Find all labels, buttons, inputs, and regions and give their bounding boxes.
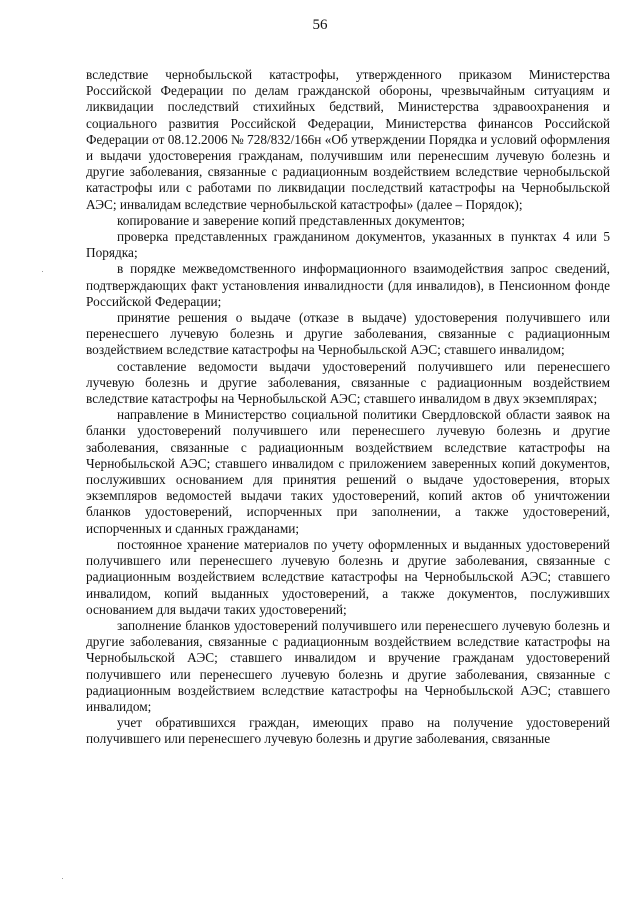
paragraph-continuation: вследствие чернобыльской катастрофы, утвержденного приказом Министерства Российской Федерации по делам гражданской обороны, чрезвычайным ситуациям и ликвидации последствий стихийных бедствий, Министерства здравоохранения и социального развития Российской Федерации, Министерства финансов Российской Федерации от 08.12.2006 № 728/832/166н «Об утверждении Порядка и условий оформления и выдачи удостоверения гражданам, получившим или перенесшим лучевую болезнь и другие заболевания, связанные с радиационным воздействием вследствие чернобыльской катастрофы или с работами по ликвидации последствий катастрофы на Чернобыльской АЭС; инвалидам вследствие чернобыльской катастрофы» (далее – Порядок); <box>86 67 610 212</box>
page-number: 56 <box>312 17 328 33</box>
paragraph-filling-forms: заполнение бланков удостоверений получившего или перенесшего лучевую болезнь и другие заболевания, связанные с радиационным воздействием вследствие катастрофы на Чернобыльской АЭС; ставшего инвалидом и вручение гражданам удостоверений получившего или перенесшего лучевую болезнь и другие заболевания, связанные с радиационным воздействием вследствие катастрофы на Чернобыльской АЭС; ставшего инвалидом; <box>86 617 610 714</box>
paragraph-interagency-request: в порядке межведомственного информационного взаимодействия запрос сведений, подтверждающих факт установления инвалидности (для инвалидов), в Пенсионном фонде Российской Федерации; <box>86 261 610 309</box>
scan-speck <box>62 878 63 879</box>
paragraph-decision: принятие решения о выдаче (отказе в выдаче) удостоверения получившего или перенесшего лучевую болезнь и другие заболевания, связанные с радиационным воздействием вследствие катастрофы на Чернобыльской АЭС; ставшего инвалидом; <box>86 310 610 358</box>
scan-speck <box>42 271 43 272</box>
paragraph-storage: постоянное хранение материалов по учету оформленных и выданных удостоверений получившего или перенесшего лучевую болезнь и другие заболевания, связанные с радиационным воздействием вследствие катастрофы на Чернобыльской АЭС; ставшего инвалидом, копий выданных удостоверений, а также документов, послуживших основанием для выдачи таких удостоверений; <box>86 536 610 617</box>
paragraph-register: составление ведомости выдачи удостоверений получившего или перенесшего лучевую болезнь и другие заболевания, связанные с радиационным воздействием вследствие катастрофы на Чернобыльской АЭС; ставшего инвалидом в двух экземплярах; <box>86 358 610 407</box>
paragraph-citizen-accounting: учет обратившихся граждан, имеющих право на получение удостоверений получившего или перенесшего лучевую болезнь и другие заболевания, связанные <box>86 715 610 747</box>
paragraph-ministry-request: направление в Министерство социальной политики Свердловской области заявок на бланки удостоверений получившего или перенесшего лучевую болезнь и другие заболевания, связанные с радиационным воздействием вследствие катастрофы на Чернобыльской АЭС; ставшего инвалидом с приложением заверенных копий документов, послуживших основанием для принятия решений о выдаче удостоверения, вторых экземпляров ведомостей выдачи таких удостоверений, копий актов об уничтожении бланков удостоверений, испорченных при заполнении, а также удостоверений, испорченных и сданных гражданами; <box>86 407 610 536</box>
document-text <box>86 67 610 748</box>
paragraph-verification: проверка представленных гражданином документов, указанных в пунктах 4 или 5 Порядка; <box>86 229 610 261</box>
paragraph-copying: копирование и заверение копий представленных документов; <box>117 212 465 228</box>
